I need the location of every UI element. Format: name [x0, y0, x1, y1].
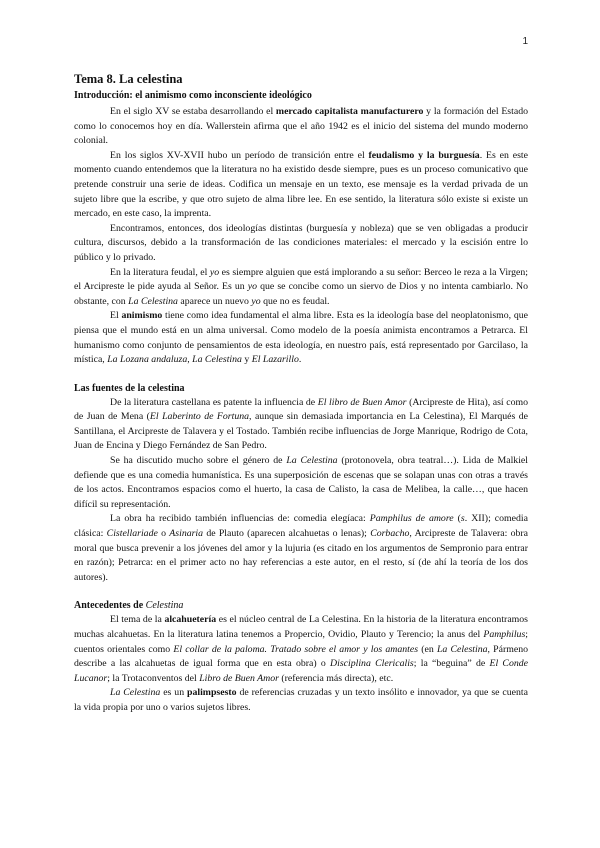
intro-paragraph-4: En la literatura feudal, el yo es siempre alguien que está implorando a su señor: Berceo le reza a la Virgen; el Arcipreste le pide ayuda al Señor. Es un yo que se concibe como un siervo de Dios y no intenta cambiarlo. No obstante, con La Celestina aparece un nuevo yo que no es feudal.: [74, 266, 528, 307]
antecedents-paragraph-1: El tema de la alcahuetería es el núcleo central de La Celestina. En la historia de la literatura encontramos muchas alcahuetas. En la literatura latina tenemos a Propercio, Ovidio, Plauto y Terencio; la anus del Pamphilus; cuentos orientales como El collar de la paloma. Tratado sobre el amor y los amantes (en La Celestina, Pármeno describe a las alcahuetas de igual forma que en esta obra) o Disciplina Clericalis; la “beguina” de El Conde Lucanor; la Trotaconventos del Libro de Buen Amor (referencia más directa), etc.: [74, 614, 529, 684]
sources-heading: Las fuentes de la celestina: [74, 382, 185, 394]
document-title: Tema 8. La celestina: [74, 72, 183, 86]
intro-paragraph-3: Encontramos, entonces, dos ideologías distintas (burguesía y nobleza) que se ven obligadas a producir cultura, discursos, debido a la transformación de las condiciones materiales: el mercado y la escisión entre lo público y lo privado.: [74, 222, 528, 263]
document-body: [74, 72, 528, 716]
page-number: 1: [522, 36, 528, 47]
intro-paragraph-5: El animismo tiene como idea fundamental el alma libre. Esta es la ideología base del neoplatonismo, que piensa que el mundo está en un alma universal. Como modelo de la poesía animista encontramos a Petrarca. El humanismo como conjunto de pensamientos de esta ideología, en nuestro país, está representado por Garcilaso, la mística, La Lozana andaluza, La Celestina y El Lazarillo.: [74, 310, 528, 366]
sources-paragraph-2: Se ha discutido mucho sobre el género de La Celestina (protonovela, obra teatral…). Lida de Malkiel defiende que es una comedia humanística. Es una superposición de escenas que se solapan unas con otras a través de los actos. Encontramos espacios como el huerto, la casa de Calisto, la casa de Melibea, la calle…, que hacen difícil su representación.: [74, 455, 528, 510]
sources-paragraph-3: La obra ha recibido también influencias de: comedia elegíaca: Pamphilus de amore (s. XII); comedia clásica: Cistellariade o Asinaria de Plauto (aparecen alcahuetas o lenas); Corbacho, Arcipreste de Talavera: obra moral que busca prevenir a los jóvenes del amor y la lujuria (es citado en los argumentos de Sempronio para entrar en razón); Petrarca: en el primer acto no hay referencias a este autor, en el resto, sí (de ahí la teoría de los dos autores).: [74, 513, 529, 583]
intro-heading: Introducción: el animismo como inconsciente ideológico: [74, 90, 312, 101]
intro-paragraph-1: En el siglo XV se estaba desarrollando el mercado capitalista manufacturero y la formación del Estado como lo conocemos hoy en día. Wallerstein afirma que el año 1942 es el inicio del sistema del mundo moderno colonial.: [74, 106, 528, 147]
intro-paragraph-2: En los siglos XV-XVII hubo un período de transición entre el feudalismo y la burguesía. Es en este momento cuando entendemos que la literatura no ha existido desde siempre, pues es un proceso comunicativo que pretende construir una serie de ideas. Codifica un mensaje en un texto, ese mensaje es la verdad privada de un sujeto libre que la escribe, y que otro sujeto de alma libre lee. En ese sentido, la literatura sólo existe si existe un mercado, en este caso, la imprenta.: [74, 149, 528, 220]
antecedents-paragraph-2: La Celestina es un palimpsesto de referencias cruzadas y un texto insólito e innovador, ya que se cuenta la vida propia por uno o varios sujetos libres.: [74, 687, 528, 713]
antecedents-heading: Antecedentes de Celestina: [74, 600, 184, 612]
sources-paragraph-1: De la literatura castellana es patente la influencia de El libro de Buen Amor (Arcipreste de Hita), así como de Juan de Mena (El Laberinto de Fortuna, aunque sin demasiada importancia en La Celestina), El Marqués de Santillana, el Arcipreste de Talavera y el Tostado. También recibe influencias de Jorge Manrique, Rodrigo de Cota, Juan de Encina y Diego Fernández de San Pedro.: [74, 396, 529, 452]
